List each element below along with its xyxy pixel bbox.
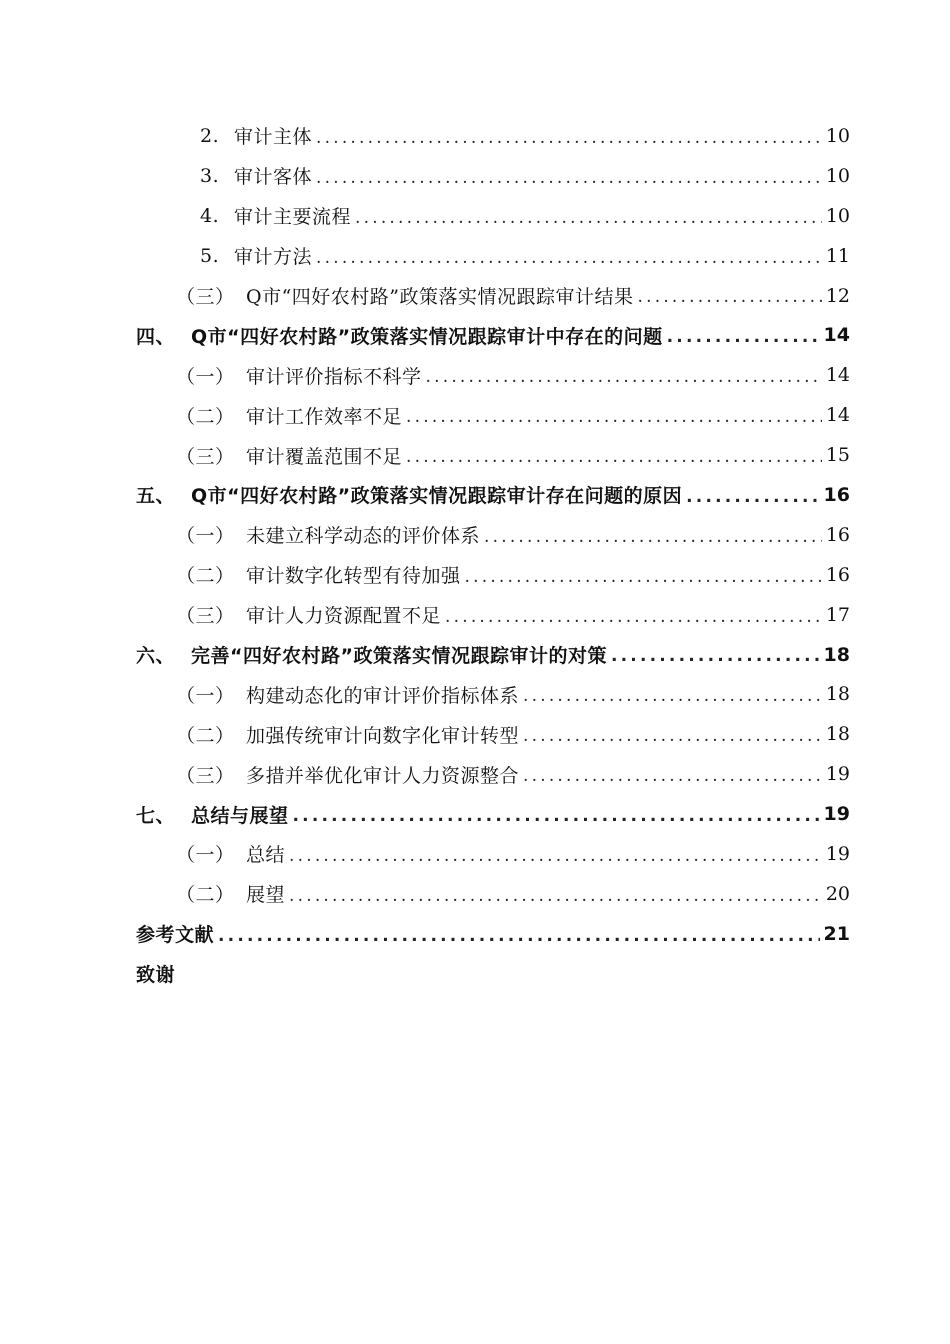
toc-entry[interactable] [0, 515, 950, 555]
toc-entry-title: 总结与展望 [191, 804, 289, 827]
toc-entry[interactable] [0, 714, 950, 754]
toc-entry-title: 审计人力资源配置不足 [246, 605, 442, 628]
toc-entry[interactable] [0, 754, 950, 794]
toc-entry-number: （三） [176, 764, 235, 787]
dot-leader [218, 928, 820, 954]
toc-entry-number: 5. [200, 244, 220, 267]
toc-entry-page-number: 19 [825, 842, 850, 865]
toc-entry[interactable] [0, 116, 950, 156]
toc-entry-page-number: 14 [825, 404, 850, 427]
toc-entry[interactable] [0, 794, 950, 834]
toc-entry-title: 审计数字化转型有待加强 [246, 565, 461, 588]
toc-entry[interactable] [0, 635, 950, 675]
toc-entry-number: 四、 [136, 325, 176, 348]
toc-entry-title: 致谢 [136, 964, 176, 987]
dot-leader [316, 130, 822, 156]
dot-leader [523, 728, 822, 754]
toc-entry-page-number: 18 [825, 683, 850, 706]
toc-entry-title: 审计主体 [234, 126, 313, 149]
toc-entry-page-number: 10 [825, 124, 850, 147]
toc-entry[interactable] [0, 475, 950, 515]
toc-entry[interactable] [0, 834, 950, 874]
dot-leader [611, 648, 820, 674]
dot-leader [355, 210, 822, 236]
toc-entry-number: （一） [176, 684, 235, 707]
dot-leader [406, 449, 822, 475]
toc-entry-page-number: 10 [825, 164, 850, 187]
toc-entry[interactable] [0, 196, 950, 236]
dot-leader [289, 848, 822, 874]
toc-entry-page-number: 14 [825, 364, 850, 387]
dot-leader [289, 888, 822, 914]
toc-entry[interactable] [0, 555, 950, 595]
toc-entry-number: 2. [200, 124, 220, 147]
dot-leader [316, 250, 822, 276]
dot-leader [523, 768, 822, 794]
toc-entry-title: 审计评价指标不科学 [246, 365, 422, 388]
toc-entry-page-number: 11 [825, 244, 850, 267]
toc-entry-page-number: 15 [825, 444, 850, 467]
toc-entry-number: （二） [176, 884, 235, 907]
toc-entry-title: 审计覆盖范围不足 [246, 445, 403, 468]
toc-entry-number: （三） [176, 445, 235, 468]
toc-entry-page-number: 16 [823, 483, 850, 506]
toc-entry-page-number: 10 [825, 204, 850, 227]
dot-leader [316, 170, 822, 196]
toc-entry-number: （一） [176, 844, 235, 867]
toc-entry-page-number: 17 [825, 603, 850, 626]
toc-entry[interactable] [0, 236, 950, 276]
toc-entry-title: Q市“四好农村路”政策落实情况跟踪审计结果 [246, 286, 634, 308]
toc-entry-title: 未建立科学动态的评价体系 [246, 525, 481, 548]
toc-entry-page-number: 18 [825, 723, 850, 746]
toc-entry[interactable] [0, 954, 950, 994]
toc-entry[interactable] [0, 156, 950, 196]
toc-entry-number: （一） [176, 525, 235, 548]
toc-entry-title: 完善“四好农村路”政策落实情况跟踪审计的对策 [191, 645, 607, 668]
toc-entry-title: 审计客体 [234, 166, 313, 189]
toc-entry-title: 总结 [246, 844, 286, 867]
toc-entry-page-number: 19 [823, 803, 850, 826]
dot-leader [293, 808, 820, 834]
toc-entry[interactable] [0, 674, 950, 714]
toc-entry[interactable] [0, 874, 950, 914]
toc-entry-page-number: 20 [825, 882, 850, 905]
toc-entry-title: 审计工作效率不足 [246, 405, 403, 428]
dot-leader [686, 489, 819, 515]
dot-leader [406, 409, 822, 435]
toc-entry-number: （三） [176, 605, 235, 628]
toc-entry[interactable] [0, 435, 950, 475]
toc-entry-page-number: 16 [825, 563, 850, 586]
toc-entry-title: 参考文献 [136, 924, 215, 947]
toc-entry-page-number: 18 [823, 643, 850, 666]
toc-entry-number: （二） [176, 724, 235, 747]
toc-entry-number: （三） [176, 286, 235, 308]
toc-entry-number: （二） [176, 565, 235, 588]
toc-entry[interactable] [0, 355, 950, 395]
toc-entry-number: （二） [176, 405, 235, 428]
toc-entry-number: 4. [200, 204, 220, 227]
toc-entry-page-number: 16 [825, 523, 850, 546]
toc-entry-title: 多措并举优化审计人力资源整合 [246, 764, 520, 787]
dot-leader [465, 569, 822, 595]
toc-entry-number: （一） [176, 365, 235, 388]
toc-entry-title: Q市“四好农村路”政策落实情况跟踪审计存在问题的原因 [191, 485, 683, 508]
dot-leader [638, 289, 822, 315]
toc-entry-number: 五、 [136, 485, 176, 508]
toc-entry-title: 加强传统审计向数字化审计转型 [246, 724, 520, 747]
toc-entry-title: 构建动态化的审计评价指标体系 [246, 684, 520, 707]
toc-entry[interactable] [0, 914, 950, 954]
toc-entry-title: 审计方法 [234, 246, 313, 269]
toc-entry-page-number: 14 [823, 324, 850, 347]
dot-leader [523, 688, 822, 714]
toc-entry-title: 展望 [246, 884, 286, 907]
toc-entry-title: Q市“四好农村路”政策落实情况跟踪审计中存在的问题 [191, 325, 663, 348]
toc-entry[interactable] [0, 395, 950, 435]
table-of-contents [0, 116, 950, 994]
toc-entry-page-number: 21 [823, 922, 850, 945]
toc-entry-page-number: 12 [825, 284, 850, 307]
toc-entry-number: 3. [200, 164, 220, 187]
toc-entry[interactable] [0, 315, 950, 355]
toc-entry[interactable] [0, 595, 950, 635]
toc-entry-title: 审计主要流程 [234, 206, 352, 229]
toc-entry[interactable] [0, 276, 950, 316]
toc-entry-number: 六、 [136, 645, 176, 668]
toc-entry-number: 七、 [136, 804, 176, 827]
toc-entry-page-number: 19 [825, 763, 850, 786]
dot-leader [426, 369, 822, 395]
dot-leader [667, 329, 820, 355]
dot-leader [484, 529, 822, 555]
dot-leader [445, 609, 822, 635]
